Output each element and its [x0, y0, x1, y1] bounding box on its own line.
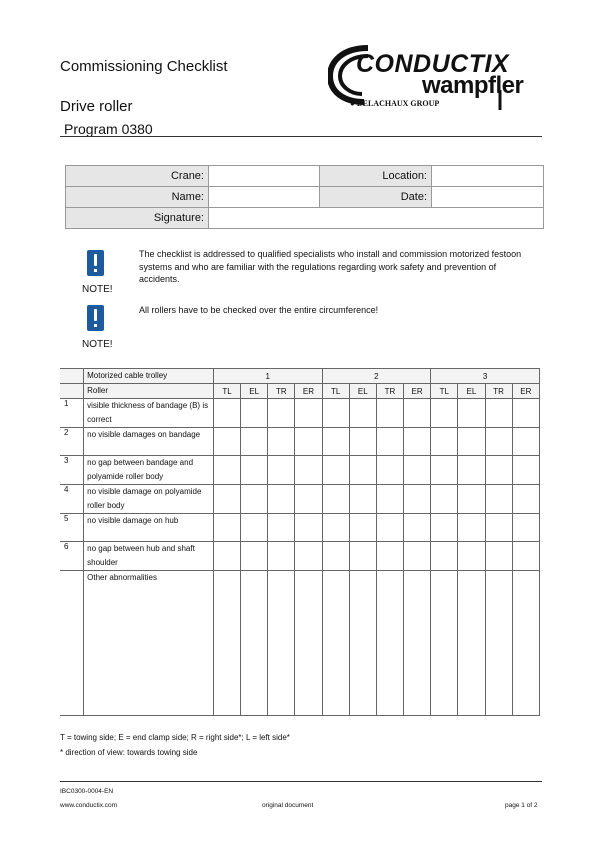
- check-cell[interactable]: [322, 399, 349, 428]
- check-cell[interactable]: [512, 542, 539, 571]
- check-cell[interactable]: [322, 514, 349, 542]
- col-header: TR: [376, 384, 403, 399]
- warning-icon: [87, 305, 104, 331]
- check-cell[interactable]: [295, 571, 322, 716]
- check-cell[interactable]: [213, 485, 240, 514]
- item-number: 3: [60, 456, 84, 485]
- col-header: ER: [404, 384, 431, 399]
- table-row: [60, 399, 540, 428]
- check-cell[interactable]: [485, 428, 512, 456]
- company-logo: [328, 44, 542, 112]
- legend-note: * direction of view: towards towing side: [60, 748, 198, 757]
- check-cell[interactable]: [349, 399, 376, 428]
- check-cell[interactable]: [241, 428, 268, 456]
- check-cell[interactable]: [268, 571, 295, 716]
- check-cell[interactable]: [241, 571, 268, 716]
- item-text: no gap between bandage and polyamide roller body: [84, 456, 214, 485]
- note-text: The checklist is addressed to qualified specialists who install and commission motorized festoon systems and who are familiar with the regulations regarding work safety and prevention of accidents.: [139, 249, 522, 284]
- header-spacer: [60, 571, 84, 716]
- check-cell[interactable]: [458, 514, 485, 542]
- check-cell[interactable]: [431, 542, 458, 571]
- header-divider: [60, 136, 542, 137]
- check-cell[interactable]: [376, 428, 403, 456]
- info-table: [65, 165, 544, 229]
- col-header: ER: [512, 384, 539, 399]
- col-header: TR: [268, 384, 295, 399]
- check-cell[interactable]: [512, 456, 539, 485]
- page-subtitle: Drive roller: [60, 98, 133, 115]
- check-cell[interactable]: [241, 485, 268, 514]
- check-cell[interactable]: [322, 456, 349, 485]
- page-title: Commissioning Checklist: [60, 58, 228, 75]
- check-cell[interactable]: [241, 542, 268, 571]
- check-cell[interactable]: [485, 485, 512, 514]
- col-header: TR: [485, 384, 512, 399]
- other-label: Other abnormalities: [84, 571, 214, 716]
- check-cell[interactable]: [431, 571, 458, 716]
- check-cell[interactable]: [431, 514, 458, 542]
- item-text: no visible damage on hub: [84, 514, 214, 542]
- check-cell[interactable]: [213, 428, 240, 456]
- check-cell[interactable]: [512, 514, 539, 542]
- trolley-label: Motorized cable trolley: [84, 369, 214, 384]
- check-cell[interactable]: [404, 514, 431, 542]
- check-cell[interactable]: [241, 456, 268, 485]
- check-cell[interactable]: [322, 571, 349, 716]
- check-cell[interactable]: [485, 456, 512, 485]
- check-cell[interactable]: [295, 399, 322, 428]
- check-cell[interactable]: [512, 485, 539, 514]
- check-cell[interactable]: [458, 542, 485, 571]
- check-cell[interactable]: [295, 542, 322, 571]
- check-cell[interactable]: [404, 428, 431, 456]
- col-header: TL: [431, 384, 458, 399]
- original-document-label: original document: [262, 802, 314, 809]
- check-cell[interactable]: [241, 399, 268, 428]
- check-cell[interactable]: [213, 514, 240, 542]
- check-cell[interactable]: [349, 571, 376, 716]
- table-row: [60, 456, 540, 485]
- check-cell[interactable]: [485, 399, 512, 428]
- check-cell[interactable]: [458, 485, 485, 514]
- col-header: EL: [349, 384, 376, 399]
- check-cell[interactable]: [322, 485, 349, 514]
- table-row: [60, 428, 540, 456]
- item-text: no visible damage on polyamide roller body: [84, 485, 214, 514]
- table-row: [60, 542, 540, 571]
- check-cell[interactable]: [268, 542, 295, 571]
- check-cell[interactable]: [322, 542, 349, 571]
- signature-label: Signature:: [66, 208, 209, 229]
- checklist-table: [60, 368, 540, 716]
- check-cell[interactable]: [322, 428, 349, 456]
- check-cell[interactable]: [431, 485, 458, 514]
- table-row: [60, 485, 540, 514]
- document-id: IBC0300-0004-EN: [60, 788, 114, 795]
- check-cell[interactable]: [458, 428, 485, 456]
- name-label: Name:: [66, 187, 209, 208]
- signature-field[interactable]: [209, 208, 544, 229]
- group-header: 3: [431, 369, 540, 384]
- name-field[interactable]: [209, 187, 320, 208]
- check-cell[interactable]: [458, 456, 485, 485]
- check-cell[interactable]: [349, 456, 376, 485]
- check-cell[interactable]: [268, 485, 295, 514]
- check-cell[interactable]: [431, 399, 458, 428]
- date-label: Date:: [320, 187, 432, 208]
- check-cell[interactable]: [376, 514, 403, 542]
- col-header: TL: [322, 384, 349, 399]
- item-number: 1: [60, 399, 84, 428]
- check-cell[interactable]: [349, 542, 376, 571]
- location-label: Location:: [320, 166, 432, 187]
- check-cell[interactable]: [458, 399, 485, 428]
- check-cell[interactable]: [295, 514, 322, 542]
- check-cell[interactable]: [213, 542, 240, 571]
- check-cell[interactable]: [376, 542, 403, 571]
- footer-divider: [60, 781, 542, 782]
- logo-brand: CONDUCTIX: [356, 50, 510, 78]
- check-cell[interactable]: [295, 485, 322, 514]
- crane-field[interactable]: [209, 166, 320, 187]
- check-cell[interactable]: [512, 428, 539, 456]
- check-cell[interactable]: [376, 485, 403, 514]
- check-cell[interactable]: [349, 428, 376, 456]
- check-cell[interactable]: [295, 456, 322, 485]
- col-header: ER: [295, 384, 322, 399]
- check-cell[interactable]: [268, 399, 295, 428]
- item-text: no gap between hub and shaft shoulder: [84, 542, 214, 571]
- check-cell[interactable]: [404, 542, 431, 571]
- check-cell[interactable]: [404, 485, 431, 514]
- program-number: Program 0380: [64, 121, 153, 137]
- check-cell[interactable]: [349, 485, 376, 514]
- table-row: [60, 514, 540, 542]
- date-field[interactable]: [432, 187, 544, 208]
- check-cell[interactable]: [213, 571, 240, 716]
- check-cell[interactable]: [295, 428, 322, 456]
- location-field[interactable]: [432, 166, 544, 187]
- check-cell[interactable]: [485, 571, 512, 716]
- check-cell[interactable]: [213, 456, 240, 485]
- col-header: EL: [458, 384, 485, 399]
- other-row: [60, 571, 540, 716]
- check-cell[interactable]: [349, 514, 376, 542]
- header-spacer: [60, 384, 84, 399]
- page-number: page 1 of 2: [505, 802, 538, 809]
- check-cell[interactable]: [431, 456, 458, 485]
- delachaux-icon: ●: [350, 99, 355, 108]
- check-cell[interactable]: [485, 514, 512, 542]
- item-number: 4: [60, 485, 84, 514]
- check-cell[interactable]: [512, 571, 539, 716]
- col-header: TL: [213, 384, 240, 399]
- check-cell[interactable]: [268, 456, 295, 485]
- check-cell[interactable]: [404, 571, 431, 716]
- group-header: 1: [213, 369, 322, 384]
- header-spacer: [60, 369, 84, 384]
- check-cell[interactable]: [268, 428, 295, 456]
- crane-label: Crane:: [66, 166, 209, 187]
- note-text: All rollers have to be checked over the entire circumference!: [139, 305, 379, 315]
- logo-subbrand: wampfler: [422, 72, 524, 99]
- check-cell[interactable]: [268, 514, 295, 542]
- check-cell[interactable]: [376, 399, 403, 428]
- legend-line: T = towing side; E = end clamp side; R = right side*; L = left side*: [60, 733, 290, 742]
- note-label: NOTE!: [82, 339, 113, 350]
- check-cell[interactable]: [431, 428, 458, 456]
- website-link[interactable]: www.conductix.com: [60, 802, 118, 809]
- check-cell[interactable]: [485, 542, 512, 571]
- check-cell[interactable]: [241, 514, 268, 542]
- check-cell[interactable]: [213, 399, 240, 428]
- check-cell[interactable]: [376, 456, 403, 485]
- item-text: visible thickness of bandage (B) is correct: [84, 399, 214, 428]
- check-cell[interactable]: [376, 571, 403, 716]
- roller-label: Roller: [84, 384, 214, 399]
- check-cell[interactable]: [512, 399, 539, 428]
- check-cell[interactable]: [404, 399, 431, 428]
- item-text: no visible damages on bandage: [84, 428, 214, 456]
- check-cell[interactable]: [404, 456, 431, 485]
- note-label: NOTE!: [82, 284, 113, 295]
- item-number: 5: [60, 514, 84, 542]
- group-header: 2: [322, 369, 431, 384]
- warning-icon: [87, 250, 104, 276]
- logo-group: ● DELACHAUX GROUP: [350, 99, 440, 108]
- item-number: 2: [60, 428, 84, 456]
- item-number: 6: [60, 542, 84, 571]
- check-cell[interactable]: [458, 571, 485, 716]
- col-header: EL: [241, 384, 268, 399]
